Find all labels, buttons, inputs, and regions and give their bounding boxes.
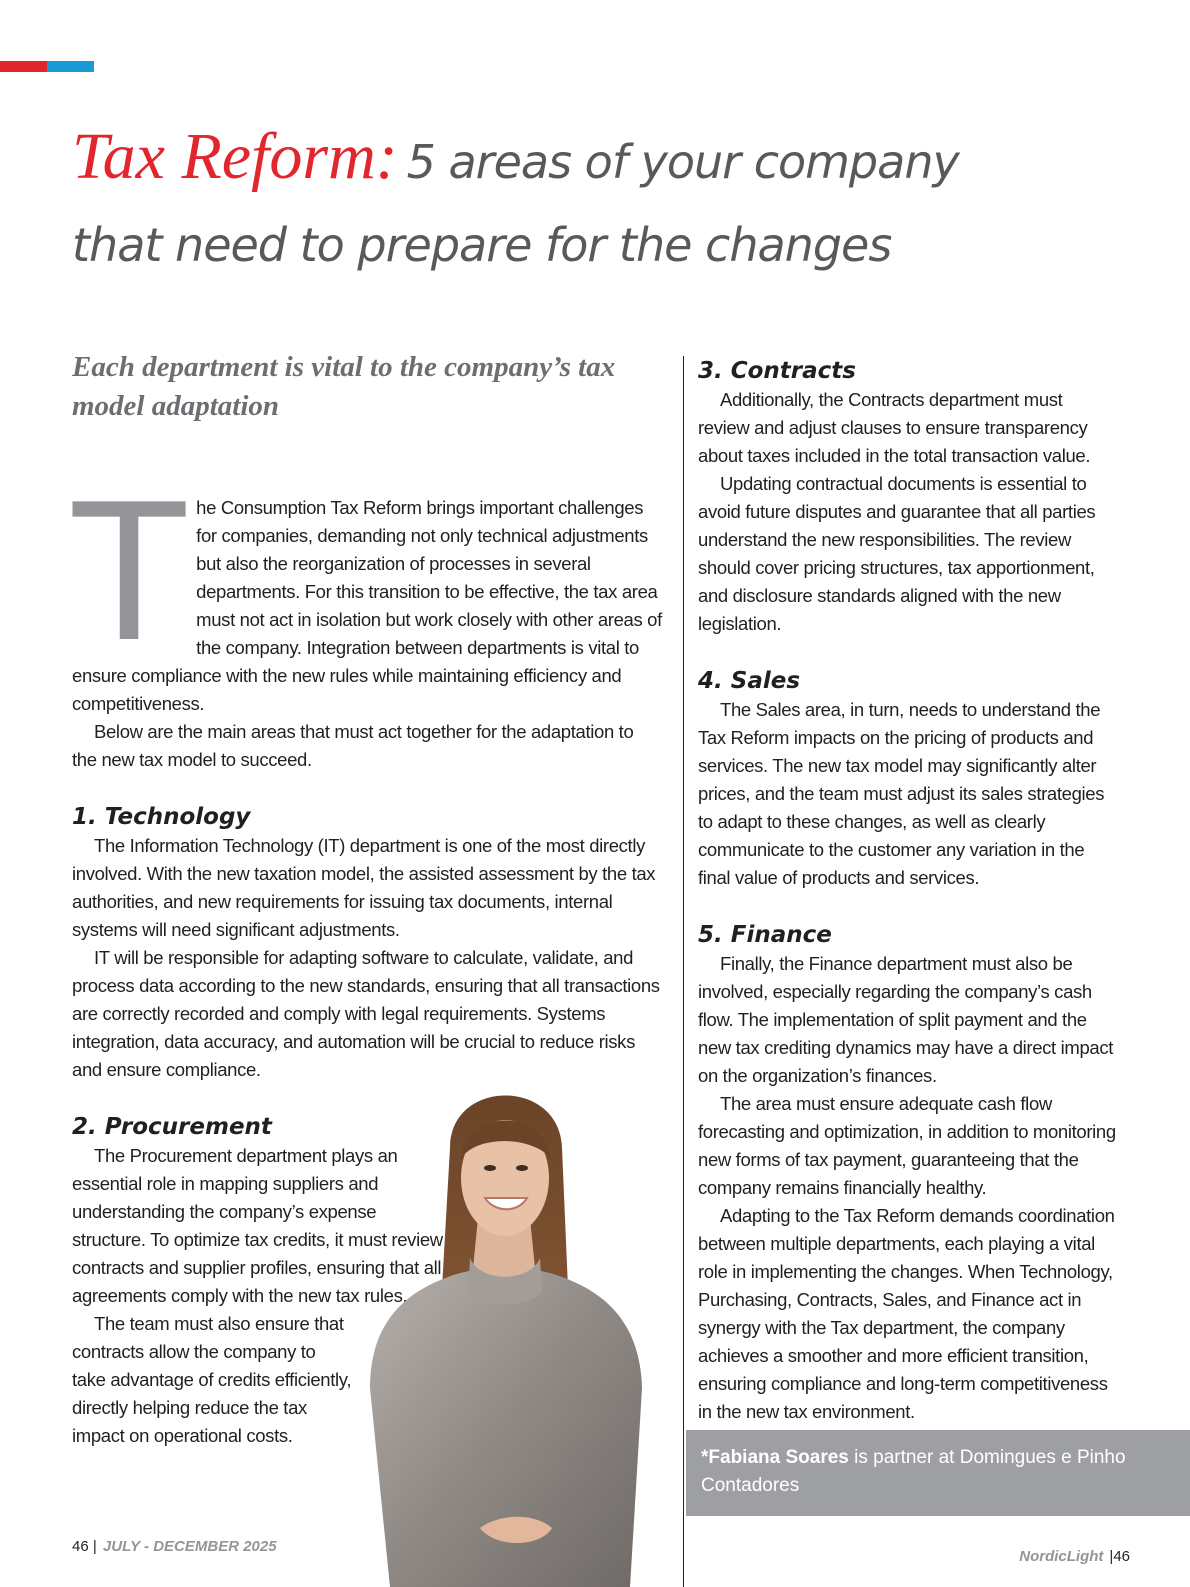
section-heading-sales: 4. Sales bbox=[698, 668, 801, 694]
procurement-paragraph-1: The Procurement department plays an essential role in mapping suppliers and understanding the company’s expense structure. To optimize tax credits, it must review contracts and supplier profiles, ensuring that all agreements comply with the new tax rules. bbox=[72, 1145, 443, 1306]
title-red-part: Tax Reform: bbox=[72, 120, 398, 193]
article-subtitle: Each department is vital to the company’s tax model adaptation bbox=[72, 351, 616, 422]
page-number-right: 46 bbox=[1113, 1548, 1130, 1565]
page-number-left: 46 bbox=[72, 1538, 89, 1555]
author-bio-box bbox=[686, 1430, 1190, 1516]
column-divider bbox=[683, 356, 684, 1587]
author-bio-text: is partner at Domingues e Pinho Contadores bbox=[701, 1447, 1126, 1496]
footer-right bbox=[1019, 1548, 1130, 1565]
drop-cap: T bbox=[68, 459, 191, 682]
section-heading-procurement: 2. Procurement bbox=[72, 1114, 272, 1140]
footer-separator-right: | bbox=[1109, 1548, 1114, 1565]
finance-paragraph-2: The area must ensure adequate cash flow forecasting and optimization, in addition to monitoring new forms of tax payment, guaranteeing that the company remains financially healthy. bbox=[698, 1093, 1116, 1198]
accent-bar-red bbox=[0, 61, 47, 72]
technology-paragraph-2: IT will be responsible for adapting software to calculate, validate, and process data according to the new standards, ensuring that all transactions are correctly recorded and comply with legal requirements. Systems integration, data accuracy, and automation will be crucial to reduce risks and ensure compliance. bbox=[72, 947, 660, 1080]
finance-paragraph-3: Adapting to the Tax Reform demands coordination between multiple departments, each playing a vital role in implementing the changes. When Technology, Purchasing, Contracts, Sales, and Finance act in synergy with the Tax department, the company achieves a smoother and more efficient transition, ensuring compliance and long-term competitiveness in the new tax environment. bbox=[698, 1205, 1115, 1422]
intro-paragraph-1: he Consumption Tax Reform brings important challenges for companies, demanding not only technical adjustments but also the reorganization of processes in several departments. For this transition to be effective, the tax area must not act in isolation but work closely with other areas of the company. Integration between departments is vital to ensure compliance with the new rules while maintaining efficiency and competitiveness. bbox=[72, 497, 662, 714]
contracts-paragraph-2: Updating contractual documents is essential to avoid future disputes and guarantee that all parties understand the new responsibilities. The review should cover pricing structures, tax apportionment, and disclosure standards aligned with the new legislation. bbox=[698, 473, 1096, 634]
intro-paragraph-2: Below are the main areas that must act together for the adaptation to the new tax model to succeed. bbox=[72, 721, 634, 770]
brand-name: NordicLight bbox=[1019, 1548, 1104, 1565]
accent-bar-blue bbox=[47, 61, 94, 72]
section-heading-contracts: 3. Contracts bbox=[698, 358, 856, 384]
intro-block bbox=[68, 459, 662, 718]
article-title bbox=[72, 118, 1152, 284]
footer-left bbox=[72, 1538, 277, 1555]
title-gray-part-2: that need to prepare for the changes bbox=[72, 218, 892, 272]
title-gray-part-1: 5 areas of your company bbox=[406, 135, 959, 189]
finance-paragraph-1: Finally, the Finance department must also be involved, especially regarding the company’s cash flow. The implementation of split payment and the new tax crediting dynamics may have a direct impact on the organization’s finances. bbox=[698, 953, 1114, 1086]
footer-separator-left: | bbox=[88, 1538, 101, 1555]
issue-date: JULY - DECEMBER 2025 bbox=[102, 1538, 277, 1555]
right-column bbox=[698, 356, 1118, 1426]
sales-paragraph-1: The Sales area, in turn, needs to understand the Tax Reform impacts on the pricing of products and services. The new tax model may significantly alter prices, and the team must adjust its sales strategies to adapt to these changes, as well as clearly communicate to the customer any variation in the final value of products and services. bbox=[698, 699, 1105, 888]
author-photo bbox=[330, 1068, 682, 1587]
section-heading-finance: 5. Finance bbox=[698, 922, 832, 948]
author-name: *Fabiana Soares bbox=[701, 1447, 849, 1468]
technology-paragraph-1: The Information Technology (IT) department is one of the most directly involved. With the new taxation model, the assisted assessment by the tax authorities, and new requirements for issuing tax documents, internal systems will need significant adjustments. bbox=[72, 835, 656, 940]
contracts-paragraph-1: Additionally, the Contracts department must review and adjust clauses to ensure transparency about taxes included in the total transaction value. bbox=[698, 389, 1091, 466]
section-heading-technology: 1. Technology bbox=[72, 804, 251, 830]
procurement-paragraph-2: The team must also ensure that contracts allow the company to take advantage of credits efficiently, directly helping reduce the tax impact on operational costs. bbox=[72, 1313, 352, 1446]
